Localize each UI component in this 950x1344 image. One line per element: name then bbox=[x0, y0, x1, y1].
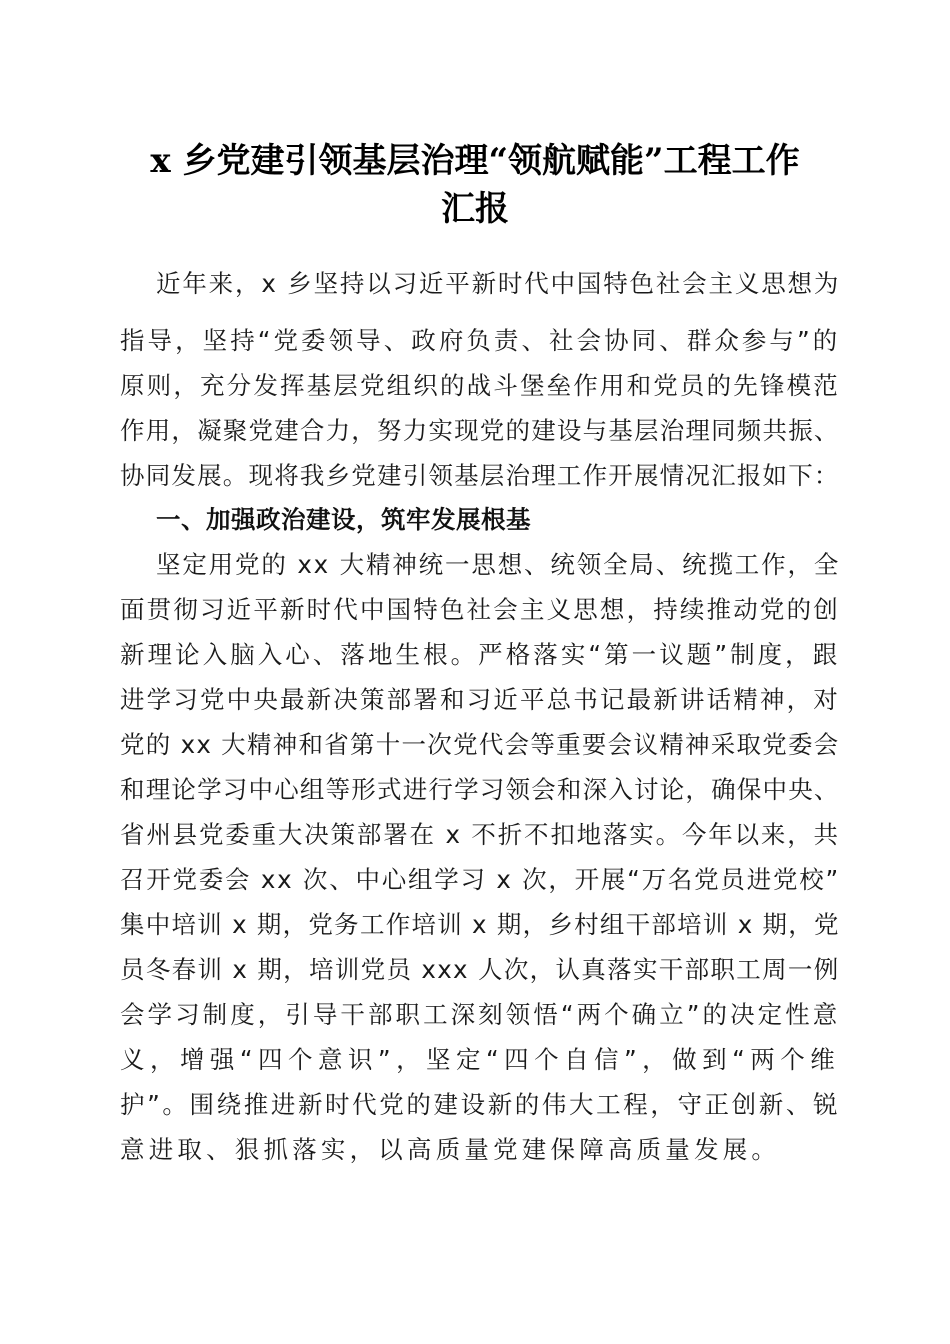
section-1-line-8: 召开党委会 xx 次、中心组学习 x 次，开展“万名党员进党校” bbox=[120, 865, 840, 894]
section-1-line-5: 党的 xx 大精神和省第十一次党代会等重要会议精神采取党委会 bbox=[120, 730, 840, 759]
intro-line-2: 指导，坚持“党委领导、政府负责、社会协同、群众参与”的 bbox=[120, 326, 841, 355]
intro-line-1: 近年来，x 乡坚持以习近平新时代中国特色社会主义思想为 bbox=[156, 269, 841, 298]
section-1-line-14: 意进取、狠抓落实，以高质量党建保障高质量发展。 bbox=[120, 1135, 781, 1164]
section-1-line-11: 会学习制度，引导干部职工深刻领悟“两个确立”的决定性意 bbox=[120, 1000, 841, 1029]
section-1-line-13: 护”。围绕推进新时代党的建设新的伟大工程，守正创新、锐 bbox=[120, 1090, 841, 1119]
section-1-line-12: 义，增强“四个意识”，坚定“四个自信”，做到“两个维 bbox=[120, 1045, 841, 1074]
section-1-line-4: 进学习党中央最新决策部署和习近平总书记最新讲话精神，对 bbox=[120, 685, 840, 714]
title-line-1: x 乡党建引领基层治理“领航赋能”工程工作 bbox=[150, 141, 800, 181]
section-1-line-1: 坚定用党的 xx 大精神统一思想、统领全局、统揽工作，全 bbox=[156, 550, 841, 579]
section-1-line-9: 集中培训 x 期，党务工作培训 x 期，乡村组干部培训 x 期，党 bbox=[120, 910, 840, 939]
section-1-line-6: 和理论学习中心组等形式进行学习领会和深入讨论，确保中央、 bbox=[120, 775, 840, 804]
title-line-2: 汇报 bbox=[441, 189, 509, 229]
section-1-line-10: 员冬春训 x 期，培训党员 xxx 人次，认真落实干部职工周一例 bbox=[120, 955, 840, 984]
section-1-line-2: 面贯彻习近平新时代中国特色社会主义思想，持续推动党的创 bbox=[120, 595, 840, 624]
intro-line-3: 原则，充分发挥基层党组织的战斗堡垒作用和党员的先锋模范 bbox=[120, 371, 840, 400]
section-1-heading: 一、加强政治建设，筑牢发展根基 bbox=[156, 505, 531, 534]
document-title bbox=[100, 137, 850, 233]
intro-line-5: 协同发展。现将我乡党建引领基层治理工作开展情况汇报如下： bbox=[120, 461, 840, 490]
section-1-line-7: 省州县党委重大决策部署在 x 不折不扣地落实。今年以来，共 bbox=[120, 820, 840, 849]
intro-line-4: 作用，凝聚党建合力，努力实现党的建设与基层治理同频共振、 bbox=[120, 416, 840, 445]
section-1-line-3: 新理论入脑入心、落地生根。严格落实“第一议题”制度，跟 bbox=[120, 640, 841, 669]
